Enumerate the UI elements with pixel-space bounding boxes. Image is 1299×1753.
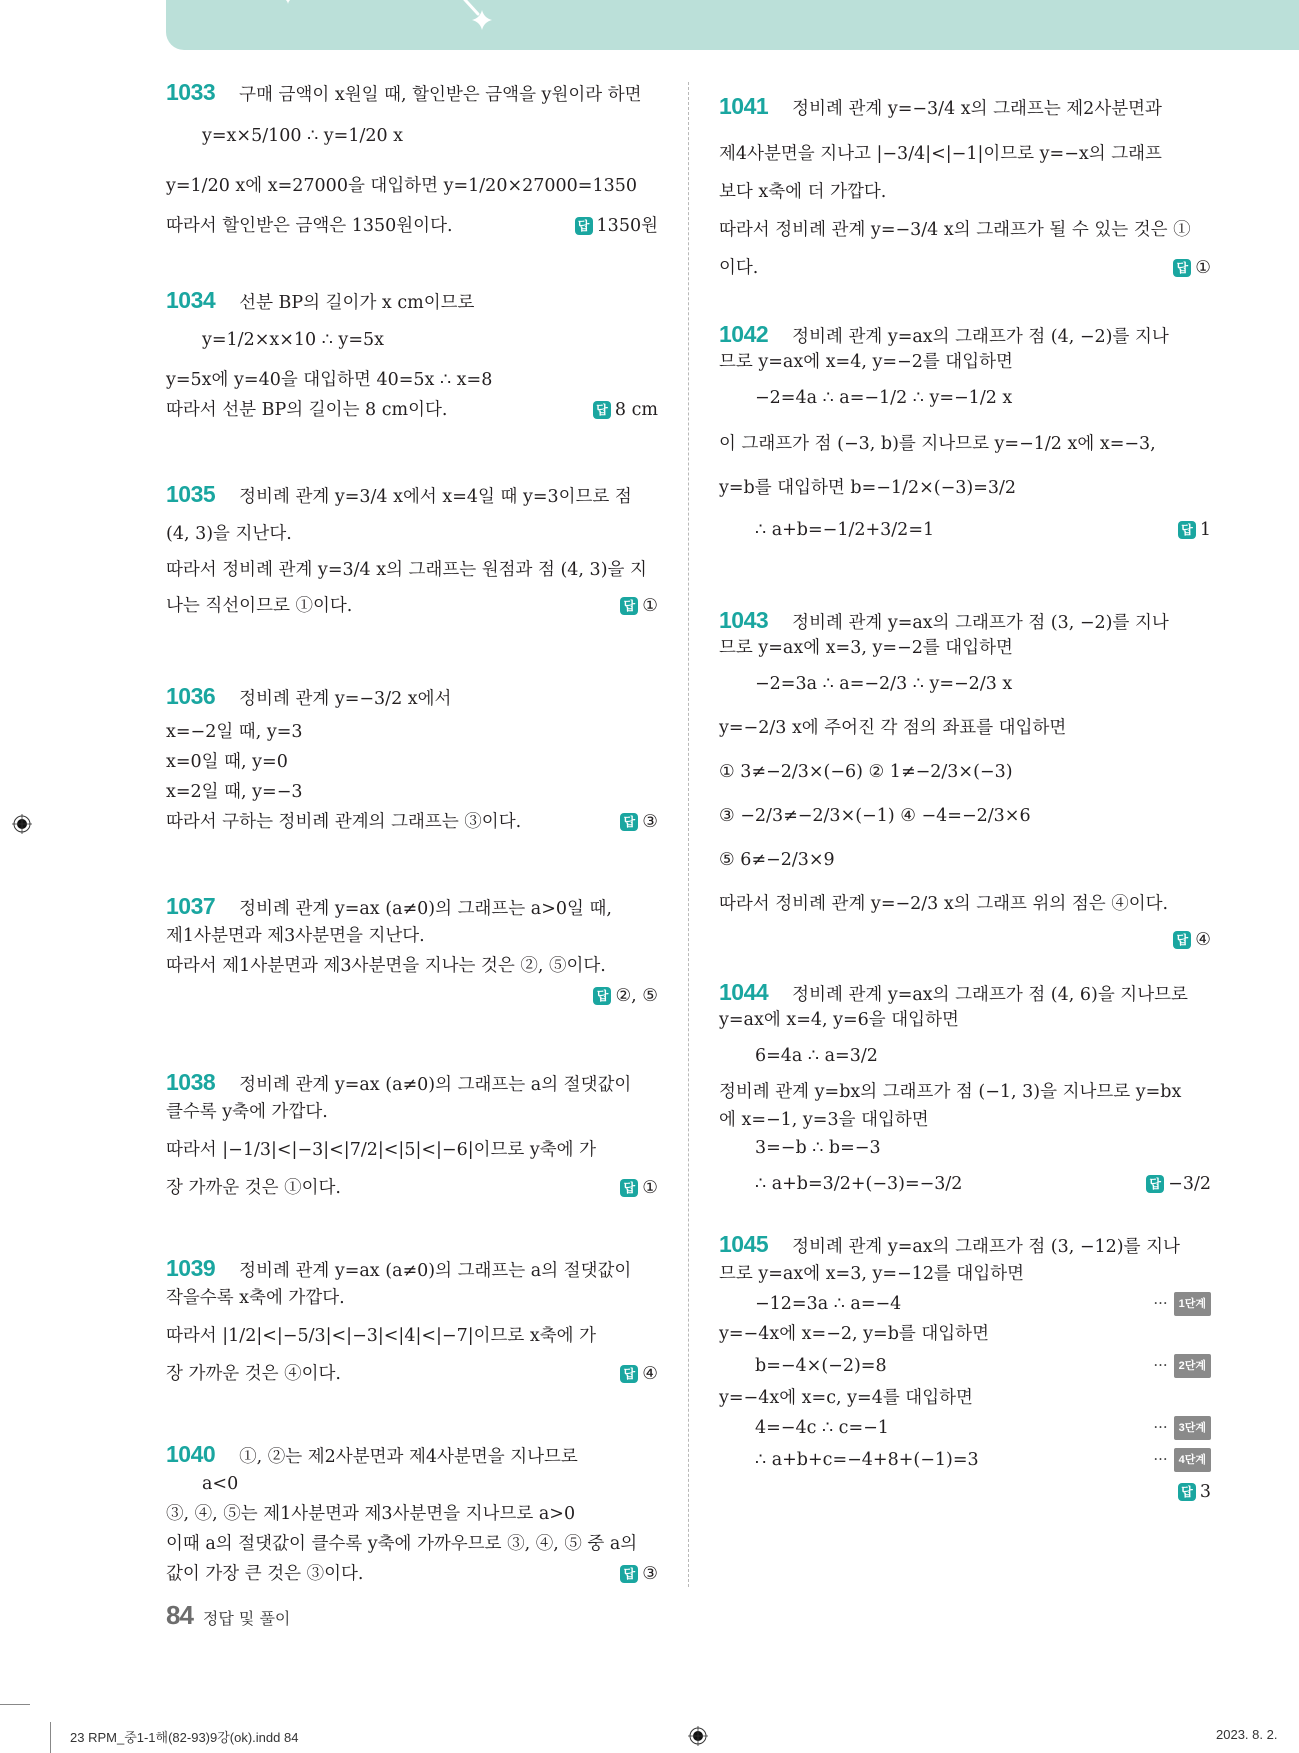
solution-line: 1038 정비례 관계 y=ax (a≠0)의 그래프는 a의 절댓값이 [166,1069,632,1095]
solution-line: 1037 정비례 관계 y=ax (a≠0)의 그래프는 a>0일 때, [166,893,612,919]
solution-line: 값이 가장 큰 것은 ③이다. [166,1564,364,1584]
equation-line: 6=4a ∴ a=3/2 [755,1046,878,1066]
equation-line: ∴ a+b=3/2+(−3)=−3/2 [755,1174,963,1194]
problem-number: 1044 [719,979,769,1005]
answer-badge: 답 ④ [1173,928,1211,952]
answer-icon: 답 [593,401,611,419]
solution-line: 므로 y=ax에 x=3, y=−12를 대입하면 [719,1264,1025,1284]
column-divider [688,82,689,1587]
equation-line: −2=4a ∴ a=−1/2 ∴ y=−1/2 x [755,388,1013,408]
answer-badge: 답 ②, ⑤ [593,984,658,1008]
answer-icon: 답 [575,217,593,235]
solution-line: 므로 y=ax에 x=3, y=−2를 대입하면 [719,638,1013,658]
solution-line: 1043 정비례 관계 y=ax의 그래프가 점 (3, −2)를 지나 [719,607,1169,633]
solution-line: 1041 정비례 관계 y=−3/4 x의 그래프는 제2사분면과 [719,93,1162,119]
equation-line: −12=3a ∴ a=−4 [755,1294,902,1314]
solution-line: 이다. [719,258,759,278]
page-number: 84 [166,1600,193,1630]
equation-line: ∴ a+b+c=−4+8+(−1)=3 [755,1450,979,1470]
answer-icon: 답 [620,1179,638,1197]
solution-line: 1044 정비례 관계 y=ax의 그래프가 점 (4, 6)을 지나므로 [719,979,1188,1005]
solution-line: 따라서 |−1/3|<|−3|<|7/2|<|5|<|−6|이므로 y축에 가 [166,1140,597,1160]
equation-line: −2=3a ∴ a=−2/3 ∴ y=−2/3 x [755,674,1013,694]
solution-line: ③, ④, ⑤는 제1사분면과 제3사분면을 지나므로 a>0 [166,1504,576,1524]
answer-badge: 답 3 [1178,1480,1211,1504]
step-marker: ··· 2단계 [1153,1354,1211,1378]
step-marker: ··· 4단계 [1153,1448,1211,1472]
choice-line: ⑤ 6≠−2/3×9 [719,850,835,870]
solution-line: x=−2일 때, y=3 [166,722,303,742]
solution-line: y=−4x에 x=c, y=4를 대입하면 [719,1388,973,1408]
choice-line: ③ −2/3≠−2/3×(−1) ④ −4=−2/3×6 [719,806,1031,826]
problem-number: 1045 [719,1231,769,1257]
solution-line: 1042 정비례 관계 y=ax의 그래프가 점 (4, −2)를 지나 [719,321,1169,347]
solution-line: 에 x=−1, y=3을 대입하면 [719,1110,929,1130]
solution-line: 따라서 정비례 관계 y=3/4 x의 그래프는 원점과 점 (4, 3)을 지 [166,560,647,580]
answer-icon: 답 [1178,521,1196,539]
solution-line: 보다 x축에 더 가깝다. [719,182,887,202]
registration-mark-icon [688,1726,708,1746]
answer-icon: 답 [1173,931,1191,949]
solution-line: 따라서 제1사분면과 제3사분면을 지나는 것은 ②, ⑤이다. [166,956,606,976]
solution-line: 장 가까운 것은 ①이다. [166,1178,341,1198]
answer-badge: 답 ③ [620,1562,658,1586]
answer-badge: 답 1 [1178,518,1211,542]
solution-line: y=−4x에 x=−2, y=b를 대입하면 [719,1324,989,1344]
problem-number: 1043 [719,607,769,633]
sparkle-star-icon [166,0,566,50]
header-banner [166,0,1299,50]
solution-line: 이때 a의 절댓값이 클수록 y축에 가까우므로 ③, ④, ⑤ 중 a의 [166,1534,638,1554]
answer-badge: 답 ① [1173,256,1211,280]
problem-number: 1033 [166,79,216,105]
solution-line: 1034 선분 BP의 길이가 x cm이므로 [166,287,475,313]
step-marker: ··· 1단계 [1153,1292,1211,1316]
page-label: 정답 및 풀이 [202,1609,291,1628]
print-slug-date: 2023. 8. 2. [1216,1727,1278,1742]
answer-badge: 답 ③ [620,810,658,834]
solution-line: 따라서 정비례 관계 y=−3/4 x의 그래프가 될 수 있는 것은 ① [719,220,1191,240]
problem-number: 1035 [166,481,216,507]
equation-line: 4=−4c ∴ c=−1 [755,1418,889,1438]
solution-line: y=ax에 x=4, y=6을 대입하면 [719,1010,959,1030]
answer-badge: 답 1350원 [575,214,658,238]
solution-line: y=1/20 x에 x=27000을 대입하면 y=1/20×27000=1350 [166,176,637,196]
solution-line: 1039 정비례 관계 y=ax (a≠0)의 그래프는 a의 절댓값이 [166,1255,632,1281]
step-badge: 3단계 [1174,1416,1211,1440]
solution-line: 1036 정비례 관계 y=−3/2 x에서 [166,683,452,709]
solution-line: y=−2/3 x에 주어진 각 점의 좌표를 대입하면 [719,718,1067,738]
solution-line: 따라서 선분 BP의 길이는 8 cm이다. [166,400,448,420]
problem-number: 1042 [719,321,769,347]
solution-line: 나는 직선이므로 ①이다. [166,596,353,616]
answer-icon: 답 [1178,1483,1196,1501]
step-marker: ··· 3단계 [1153,1416,1211,1440]
solution-line: y=b를 대입하면 b=−1/2×(−3)=3/2 [719,478,1017,498]
step-badge: 2단계 [1174,1354,1211,1378]
solution-line: 1040 ①, ②는 제2사분면과 제4사분면을 지나므로 [166,1441,578,1467]
solution-line: 장 가까운 것은 ④이다. [166,1364,341,1384]
problem-number: 1038 [166,1069,216,1095]
answer-icon: 답 [620,597,638,615]
answer-badge: 답 ① [620,1176,658,1200]
choice-line: ① 3≠−2/3×(−6) ② 1≠−2/3×(−3) [719,762,1013,782]
problem-number: 1037 [166,893,216,919]
step-badge: 4단계 [1174,1448,1211,1472]
solution-line: 1033 구매 금액이 x원일 때, 할인받은 금액을 y원이라 하면 [166,79,642,105]
step-badge: 1단계 [1174,1292,1211,1316]
solution-line: 작을수록 x축에 가깝다. [166,1288,345,1308]
answer-icon: 답 [1173,259,1191,277]
equation-line: a<0 [202,1474,239,1494]
print-slug-filename: 23 RPM_중1-1해(82-93)9강(ok).indd 84 [70,1730,299,1745]
solution-line: 므로 y=ax에 x=4, y=−2를 대입하면 [719,352,1013,372]
crop-mark [0,1704,30,1705]
problem-number: 1034 [166,287,216,313]
problem-number: 1039 [166,1255,216,1281]
problem-number: 1040 [166,1441,216,1467]
answer-icon: 답 [620,1365,638,1383]
solution-line: 1035 정비례 관계 y=3/4 x에서 x=4일 때 y=3이므로 점 [166,481,632,507]
answer-badge: 답 8 cm [593,398,658,422]
solution-line: 따라서 정비례 관계 y=−2/3 x의 그래프 위의 점은 ④이다. [719,894,1169,914]
problem-number: 1041 [719,93,769,119]
solution-line: 정비례 관계 y=bx의 그래프가 점 (−1, 3)을 지나므로 y=bx [719,1082,1182,1102]
solution-line: x=2일 때, y=−3 [166,782,303,802]
solution-line: 제1사분면과 제3사분면을 지난다. [166,926,425,946]
answer-icon: 답 [620,813,638,831]
solution-line: 따라서 할인받은 금액은 1350원이다. [166,216,453,236]
page-footer [166,1600,290,1631]
answer-icon: 답 [1146,1175,1164,1193]
problem-number: 1036 [166,683,216,709]
solution-line: (4, 3)을 지난다. [166,524,292,544]
crop-mark [50,1722,51,1753]
registration-mark-icon [12,814,32,834]
solution-line: 클수록 y축에 가깝다. [166,1102,328,1122]
equation-line: b=−4×(−2)=8 [755,1356,887,1376]
answer-badge: 답 ① [620,594,658,618]
answer-icon: 답 [620,1565,638,1583]
solution-line: y=5x에 y=40을 대입하면 40=5x ∴ x=8 [166,370,493,390]
equation-line: 3=−b ∴ b=−3 [755,1138,881,1158]
equation-line: y=1/2×x×10 ∴ y=5x [202,330,384,350]
solution-line: 따라서 |1/2|<|−5/3|<|−3|<|4|<|−7|이므로 x축에 가 [166,1326,597,1346]
answer-badge: 답 −3/2 [1146,1172,1211,1196]
answer-badge: 답 ④ [620,1362,658,1386]
solution-line: 따라서 구하는 정비례 관계의 그래프는 ③이다. [166,812,522,832]
solution-line: 이 그래프가 점 (−3, b)를 지나므로 y=−1/2 x에 x=−3, [719,434,1156,454]
answer-icon: 답 [593,987,611,1005]
equation-line: y=x×5/100 ∴ y=1/20 x [202,126,404,146]
solution-line: 1045 정비례 관계 y=ax의 그래프가 점 (3, −12)를 지나 [719,1231,1180,1257]
solution-line: x=0일 때, y=0 [166,752,288,772]
solution-line: 제4사분면을 지나고 |−3/4|<|−1|이므로 y=−x의 그래프 [719,144,1162,164]
equation-line: ∴ a+b=−1/2+3/2=1 [755,520,935,540]
